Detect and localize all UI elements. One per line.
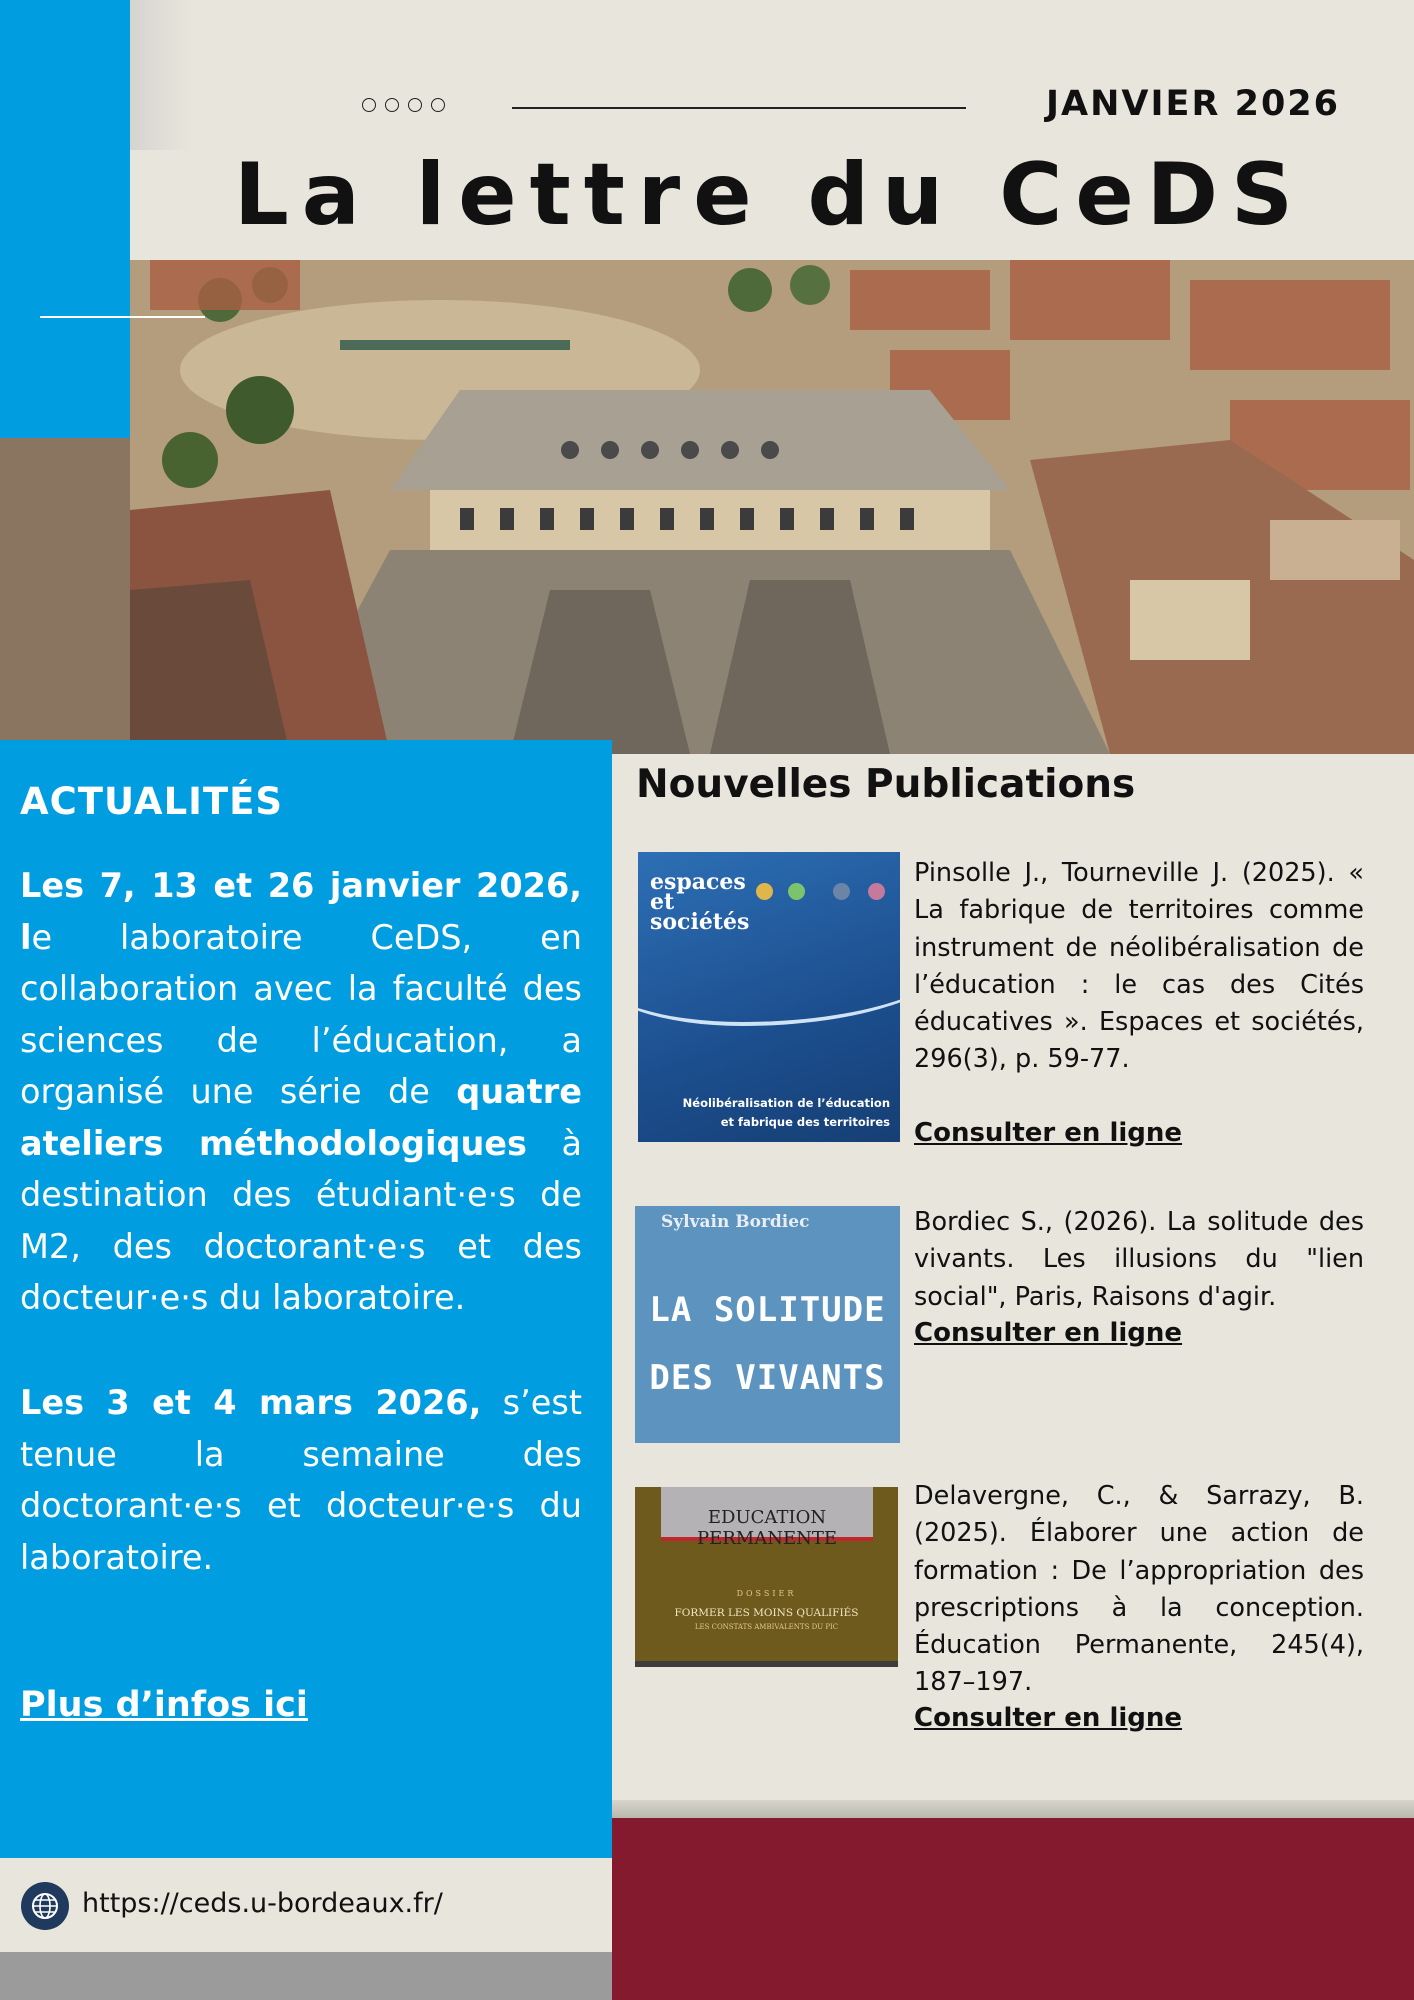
cover-label: DOSSIER (736, 1589, 797, 1598)
dot-icon (868, 883, 885, 900)
footer-block (612, 1818, 1414, 2000)
publication-reference: Bordiec S., (2026). La solitude des vivants. Les illusions du "lien social", Paris, Raisons d'agir. (914, 1207, 1364, 1312)
cover-subtitle-line: et fabrique des territoires (720, 1115, 890, 1129)
cover-theme: FORMER LES MOINS QUALIFIÉS (674, 1607, 859, 1619)
header-shade (130, 0, 192, 150)
news-text: à destination des étudiant·e·s de M2, des doctorant·e·s et des docteur·e·s du laboratoire. (20, 1123, 582, 1317)
cover-subtitle: LES CONSTATS AMBIVALENTS DU PIC (694, 1623, 839, 1631)
book-cover[interactable] (635, 1206, 900, 1443)
news-date: Les 3 et 4 mars 2026, (20, 1383, 482, 1422)
issue-date: JANVIER 2026 (1046, 84, 1340, 124)
cover-title-line: DES VIVANTS (649, 1358, 886, 1398)
newsletter-title: La lettre du CeDS (234, 145, 1306, 245)
website-link[interactable]: https://ceds.u-bordeaux.fr/ (82, 1888, 443, 1919)
panel-shadow (612, 1800, 1414, 1818)
consult-link[interactable]: Consulter en ligne (914, 1318, 1183, 1348)
news-text: s’est tenue la semaine des doctorant·e·s et docteur·e·s du laboratoire. (20, 1383, 582, 1577)
dot-icon (833, 883, 850, 900)
decorative-dots (362, 98, 445, 112)
cover-bottom-band (635, 1661, 898, 1667)
book-cover[interactable] (638, 852, 900, 1142)
consult-link[interactable]: Consulter en ligne (914, 1118, 1183, 1148)
globe-icon (21, 1882, 69, 1930)
hero-image-left-part (0, 438, 130, 754)
cover-title (635, 1276, 900, 1412)
hero-image (130, 260, 1414, 754)
news-date: Les 7, 13 et 26 janvier 2026, (20, 866, 582, 905)
accent-strip (0, 0, 130, 438)
cover-author: Sylvain Bordiec (661, 1212, 810, 1232)
news-text: e laboratoire CeDS, en collaboration avec la faculté des sciences de l’éducation, a organisé une série de (20, 917, 582, 1111)
news-item (20, 1377, 582, 1583)
publication-reference: Delavergne, C., & Sarrazy, B. (2025). Élaborer une action de formation : De l’appropriation des prescriptions à la conception. Éducation Permanente, 245(4), 187–197. (914, 1481, 1364, 1698)
dot-icon (431, 98, 445, 112)
dot-icon (385, 98, 399, 112)
publications-heading: Nouvelles Publications (636, 762, 1136, 807)
dot-icon (756, 883, 773, 900)
journal-cover[interactable] (635, 1487, 898, 1667)
news-heading: ACTUALITÉS (20, 780, 284, 823)
dot-icon (408, 98, 422, 112)
news-item (20, 860, 582, 1324)
accent-line (40, 316, 205, 318)
footer-bar (0, 1952, 612, 2000)
news-text-bold: quatre ateliers méthodologiques (20, 1072, 582, 1163)
header-rule (512, 107, 966, 109)
cover-title-line: LA SOLITUDE (649, 1290, 886, 1330)
cover-title: espaces et sociétés (650, 869, 750, 935)
cover-subtitle-line: Néolibéralisation de l’éducation (682, 1096, 890, 1110)
consult-link[interactable]: Consulter en ligne (914, 1703, 1183, 1733)
cover-title: EDUCATION PERMANENTE (696, 1507, 838, 1549)
news-text-bold: l (20, 917, 32, 957)
publication-reference: Pinsolle J., Tourneville J. (2025). « La fabrique de territoires comme instrument de néolibéralisation de l’éducation : le cas des Cités éducatives ». Espaces et sociétés, 296(3), p. 59-77. (914, 858, 1364, 1075)
more-info-link[interactable]: Plus d’infos ici (20, 1685, 308, 1725)
dot-icon (362, 98, 376, 112)
city-aerial-illustration (130, 260, 1414, 754)
dot-icon (788, 883, 805, 900)
cover-subtitle (683, 1094, 890, 1132)
